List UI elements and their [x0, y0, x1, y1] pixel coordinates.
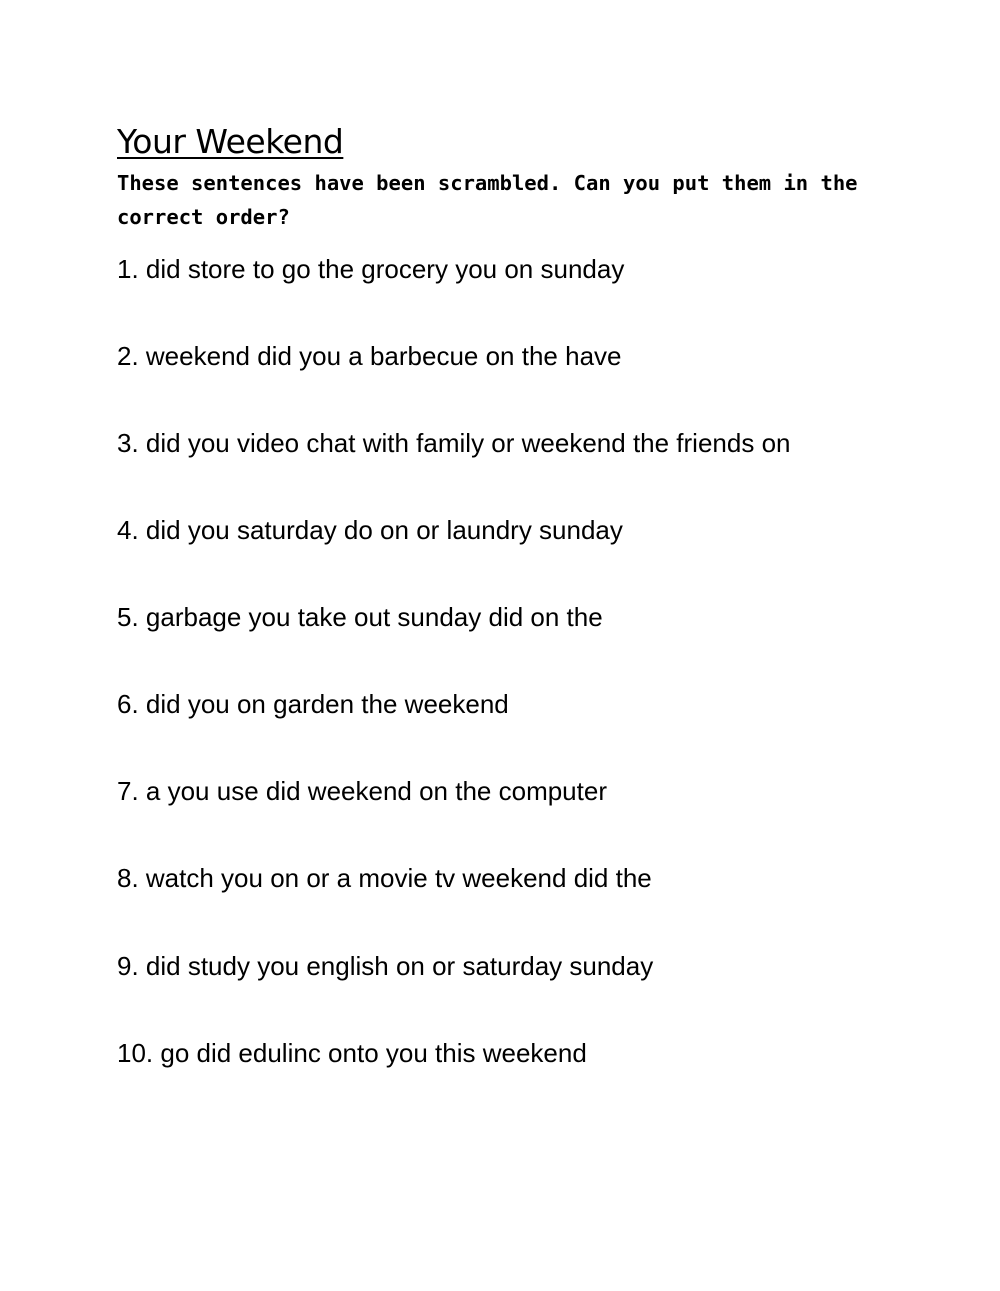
- sentence-item-5: 5. garbage you take out sunday did on the: [117, 602, 603, 632]
- sentence-item-10: 10. go did edulinc onto you this weekend: [117, 1038, 587, 1068]
- sentence-item-6: 6. did you on garden the weekend: [117, 689, 509, 719]
- page-title: Your Weekend: [117, 122, 344, 161]
- sentence-item-7: 7. a you use did weekend on the computer: [117, 776, 607, 806]
- sentence-item-3: 3. did you video chat with family or weekend the friends on: [117, 428, 791, 458]
- instructions-text: These sentences have been scrambled. Can you put them in the correct order?: [117, 171, 858, 229]
- sentence-item-4: 4. did you saturday do on or laundry sunday: [117, 515, 623, 545]
- sentence-item-9: 9. did study you english on or saturday sunday: [117, 951, 654, 981]
- sentence-item-1: 1. did store to go the grocery you on sunday: [117, 254, 625, 284]
- sentence-item-8: 8. watch you on or a movie tv weekend did the: [117, 863, 652, 893]
- sentence-item-2: 2. weekend did you a barbecue on the have: [117, 341, 622, 371]
